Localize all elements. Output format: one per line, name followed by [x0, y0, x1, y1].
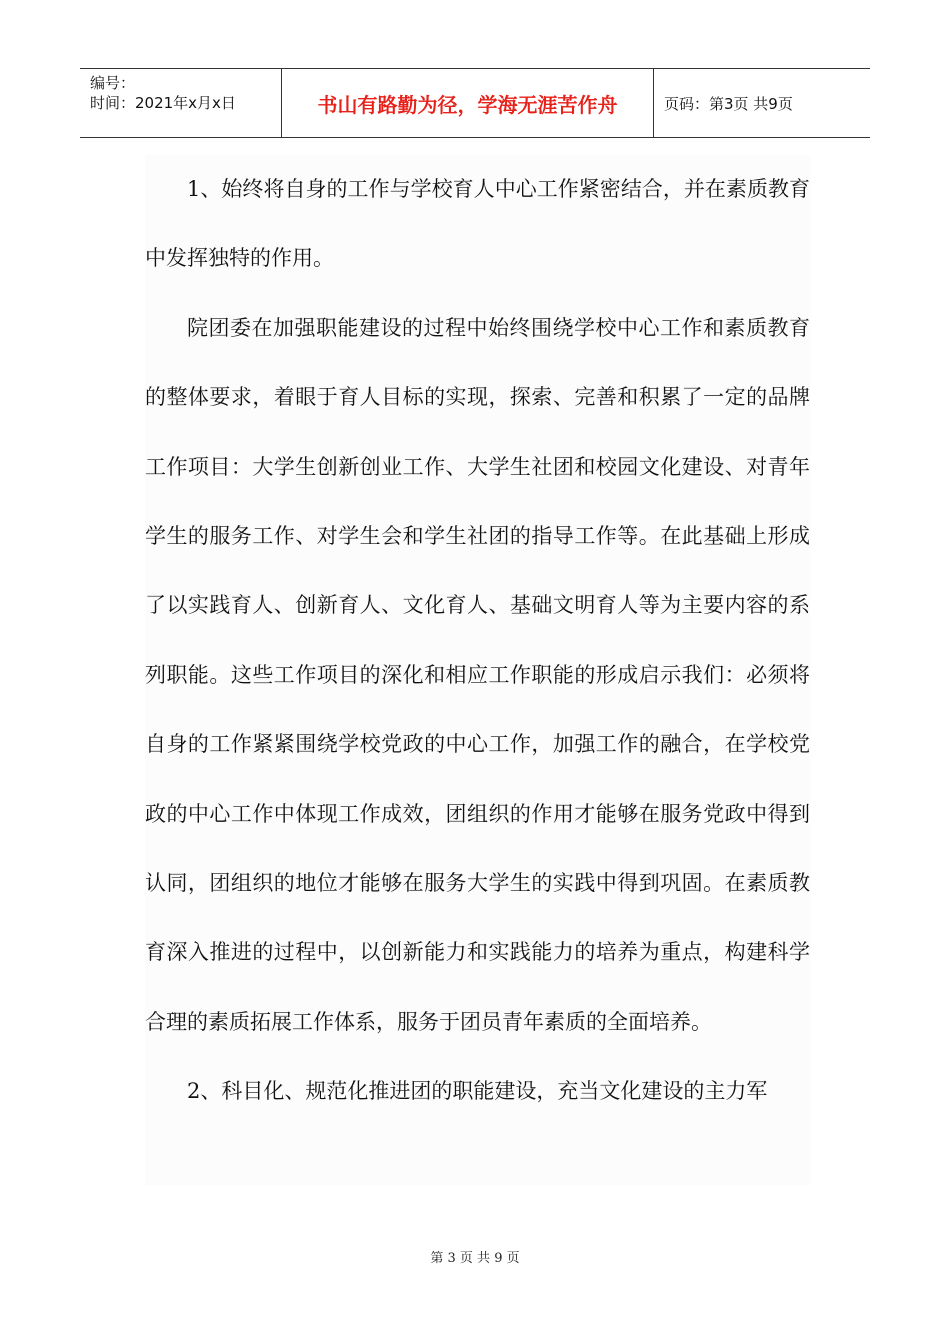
page-footer: 第 3 页 共 9 页 [430, 1251, 520, 1266]
document-body [145, 155, 810, 1185]
header-meta [80, 69, 282, 137]
header-page-info: 页码：第3页 共9页 [664, 94, 793, 113]
paragraph-2: 院团委在加强职能建设的过程中始终围绕学校中心工作和素质教育的整体要求，着眼于育人目标的实现，探索、完善和积累了一定的品牌工作项目：大学生创新创业工作、大学生社团和校园文化建设、对青年学生的服务工作、对学生会和学生社团的指导工作等。在此基础上形成了以实践育人、创新育人、文化育人、基础文明育人等为主要内容的系列职能。这些工作项目的深化和相应工作职能的形成启示我们：必须将自身的工作紧紧围绕学校党政的中心工作，加强工作的融合，在学校党政的中心工作中体现工作成效，团组织的作用才能够在服务党政中得到认同，团组织的地位才能够在服务大学生的实践中得到巩固。在素质教育深入推进的过程中，以创新能力和实践能力的培养为重点，构建科学合理的素质拓展工作体系，服务于团员青年素质的全面培养。 [145, 315, 810, 1034]
time-label: 时间：2021年x月x日 [90, 94, 236, 112]
header-motto: 书山有路勤为径，学海无涯苦作舟 [282, 69, 654, 137]
document-header [80, 68, 870, 138]
number-label: 编号： [90, 74, 136, 92]
paragraph-1: 1、始终将自身的工作与学校育人中心工作紧密结合，并在素质教育中发挥独特的作用。 [145, 177, 810, 271]
paragraph-3: 2、科目化、规范化推进团的职能建设，充当文化建设的主力军 [187, 1079, 768, 1104]
